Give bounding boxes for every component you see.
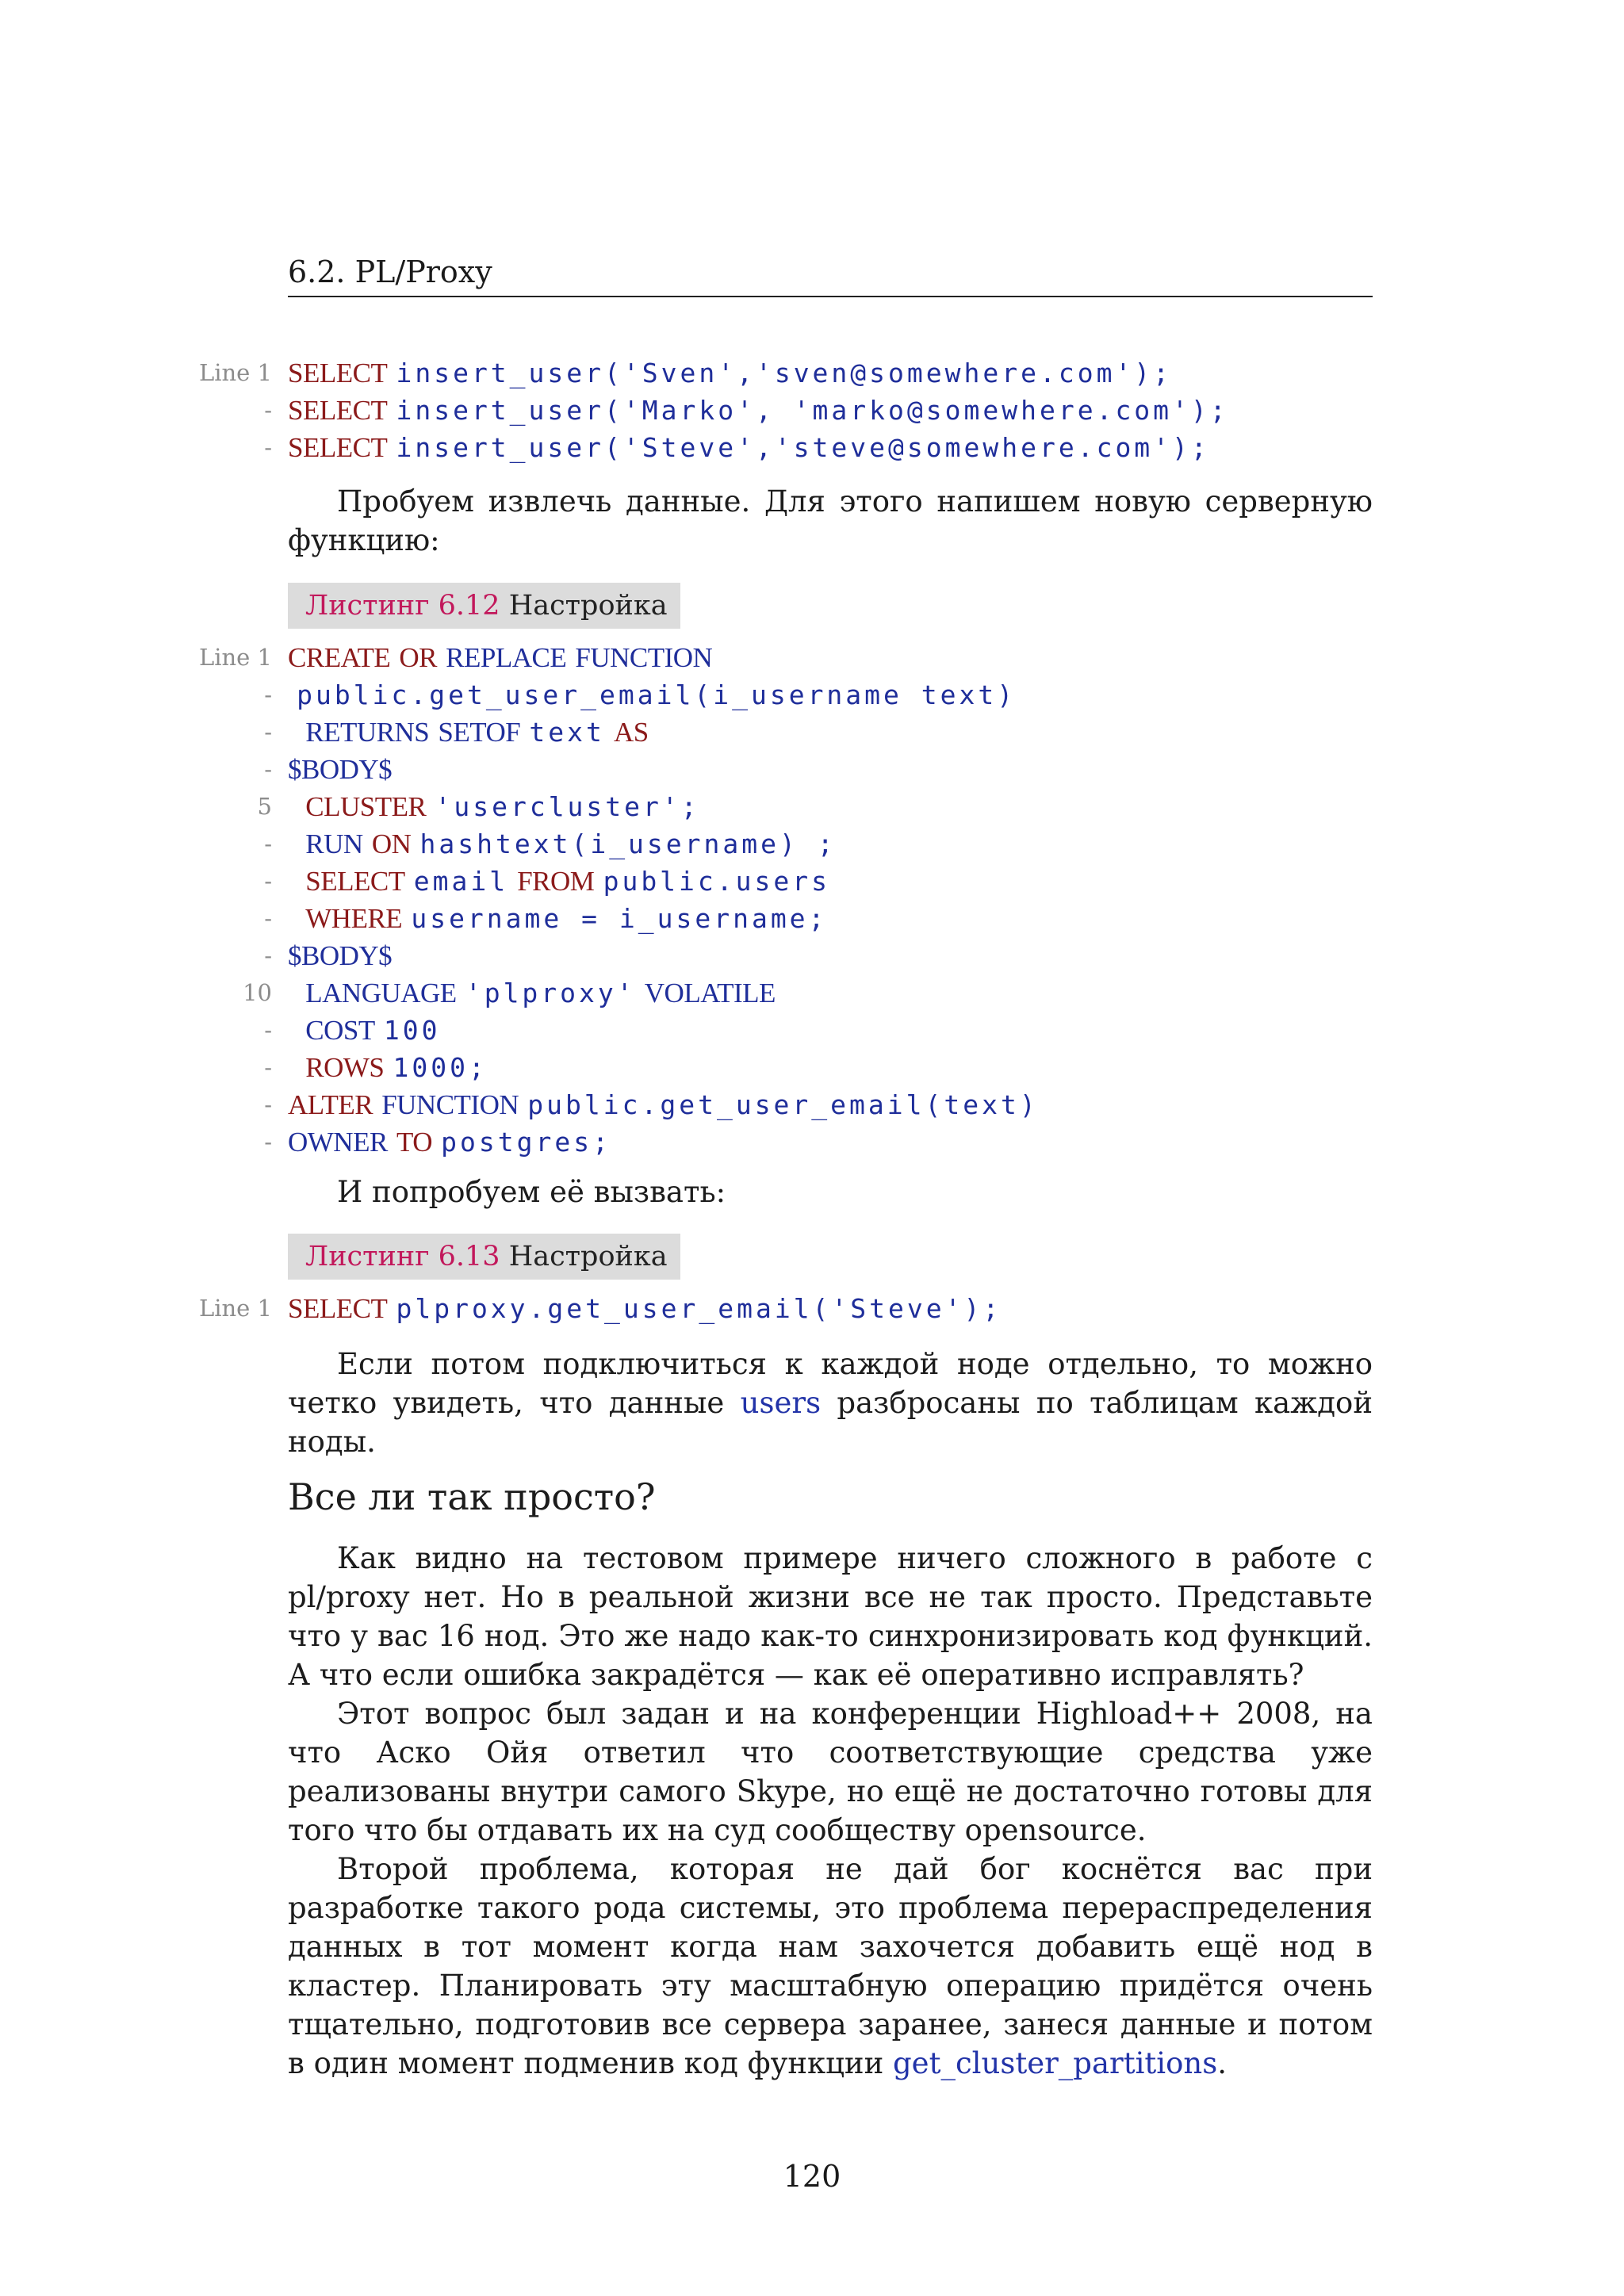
sql-keyword: ON (371, 828, 412, 859)
paragraph-text: И попробуем её вызвать: (337, 1175, 726, 1209)
code-identifier: postgres; (441, 1127, 611, 1158)
code-space (605, 717, 614, 748)
code-space (387, 1293, 396, 1325)
code-space (594, 866, 603, 897)
code-identifier: 'plproxy' (465, 978, 636, 1008)
code-identifier: hashtext(i_username) ; (419, 828, 837, 859)
code-space (402, 903, 411, 935)
code-identifier: 1000; (393, 1052, 488, 1083)
code-space (375, 1015, 384, 1047)
line-number: 5 (257, 793, 272, 820)
paragraph-text-part: разбросаны по таблицам каждой ноды. (288, 1386, 1373, 1459)
line-number: - (264, 681, 272, 708)
code-identifier: insert_user('Sven','sven@somewhere.com'); (396, 358, 1173, 388)
sql-keyword: SELECT (305, 866, 405, 897)
code-text (288, 825, 837, 863)
code-text (288, 900, 827, 938)
listing-caption (288, 1234, 680, 1280)
sql-keyword: OR (399, 642, 437, 673)
code-identifier: insert_user('Marko', 'marko@somewhere.com'); (396, 395, 1229, 426)
sql-keyword: SETOF (438, 717, 521, 748)
paragraph-text: Как видно на тестовом примере ничего сложного в работе с pl/proxy нет. Но в реальной жизни все не так просто. Представьте что у вас 16 нод. Это же надо как-то синхронизировать код функций. А что если ошибка закрадётся — как её оперативно исправлять? (288, 1541, 1373, 1692)
listing-caption-label: Листинг 6.12 (305, 590, 500, 622)
line-number: 10 (243, 979, 272, 1006)
code-space (288, 903, 305, 935)
sql-keyword: ALTER (288, 1089, 373, 1120)
code-text (288, 1290, 1002, 1328)
code-space (437, 642, 446, 674)
sql-keyword: RUN (305, 828, 363, 859)
code-text (288, 974, 776, 1012)
sql-keyword: FROM (517, 866, 595, 897)
sql-keyword: VOLATILE (644, 978, 776, 1008)
line-number: - (264, 1091, 272, 1118)
code-space (520, 717, 529, 748)
line-number: - (264, 434, 272, 461)
code-space (288, 717, 305, 748)
sql-keyword: OWNER (288, 1127, 388, 1158)
paragraph-text-part: Если потом подключиться к каждой ноде отдельно, то можно четко увидеть, что данные (288, 1347, 1373, 1420)
sql-keyword: CREATE (288, 642, 391, 673)
code-text (288, 676, 1016, 714)
code-identifier: text (529, 717, 605, 748)
code-text (288, 937, 392, 975)
code-space (508, 866, 517, 897)
code-text (288, 392, 1229, 430)
line-number: - (264, 396, 272, 423)
sql-keyword: LANGUAGE (305, 978, 457, 1008)
code-space (390, 642, 399, 674)
paragraph (288, 1345, 1373, 1461)
code-identifier: insert_user('Steve','steve@somewhere.com'); (396, 432, 1210, 463)
code-identifier: 100 (383, 1015, 441, 1046)
code-space (388, 1127, 396, 1158)
code-text (288, 639, 712, 677)
sql-keyword: CLUSTER (305, 791, 427, 822)
sql-keyword: FUNCTION (381, 1089, 519, 1120)
code-text (288, 751, 392, 789)
code-space (387, 432, 396, 464)
listing-caption-title: Настройка (508, 590, 668, 622)
line-number: - (264, 830, 272, 857)
code-identifier: plproxy.get_user_email('Steve'); (396, 1293, 1002, 1324)
code-space (566, 642, 575, 674)
code-space (519, 1089, 527, 1121)
sql-keyword: TO (396, 1127, 432, 1158)
line-number: Line 1 (198, 359, 272, 386)
sql-keyword: RETURNS (305, 717, 430, 748)
code-space (363, 828, 372, 860)
sql-keyword: SELECT (288, 358, 388, 388)
sql-keyword: COST (305, 1015, 375, 1046)
page-number: 120 (783, 2159, 841, 2194)
header-rule (288, 296, 1373, 297)
code-space (426, 791, 435, 823)
code-identifier: public.get_user_email(text) (527, 1089, 1039, 1120)
sql-keyword: FUNCTION (575, 642, 713, 673)
sql-keyword: SELECT (288, 1293, 388, 1324)
sql-keyword: $BODY$ (288, 940, 393, 971)
code-text (288, 354, 1172, 392)
code-identifier: email (413, 866, 509, 897)
code-space (457, 978, 465, 1009)
sql-keyword: REPLACE (446, 642, 567, 673)
paragraph (288, 1173, 1373, 1211)
code-space (288, 978, 305, 1009)
paragraph-text: Пробуем извлечь данные. Для этого напишем новую серверную функцию: (288, 484, 1373, 557)
section-body (288, 1539, 1373, 2083)
code-space (373, 1089, 381, 1121)
line-number: Line 1 (198, 644, 272, 671)
paragraph (288, 482, 1373, 560)
inline-code: get_cluster_partitions (893, 2046, 1218, 2080)
line-number: - (264, 756, 272, 783)
running-header: 6.2. PL/Proxy (288, 254, 492, 289)
line-number: Line 1 (198, 1295, 272, 1322)
code-space (288, 1052, 305, 1084)
paragraph-text-part: Второй проблема, которая не дай бог коснётся вас при разработке такого рода системы, это проблема перераспределения данных в тот момент когда нам захочется добавить ещё нод в кластер. Планировать эту масштабную операцию придётся очень тщательно, подготовив все сервера заранее, занеся данные и потом в один момент подменив код функции (288, 1852, 1373, 2080)
code-text (288, 429, 1210, 467)
code-space (288, 679, 297, 711)
code-text (288, 1049, 488, 1087)
code-text (288, 1086, 1039, 1124)
code-space (288, 828, 305, 860)
code-identifier: public.users (603, 866, 830, 897)
sql-keyword: SELECT (288, 395, 388, 426)
line-number: - (264, 1054, 272, 1081)
code-text (288, 1012, 440, 1050)
sql-keyword: WHERE (305, 903, 403, 934)
code-identifier: 'usercluster'; (435, 791, 700, 822)
paragraph-text: Этот вопрос был задан и на конференции Highload++ 2008, на что Аско Ойя ответил что соответствующие средства уже реализованы внутри самого Skype, но ещё не достаточно готовы для того что бы отдавать их на суд сообществу opensource. (288, 1697, 1373, 1847)
code-text (288, 788, 700, 826)
code-space (288, 1015, 305, 1047)
paragraph-text (288, 1345, 1373, 1461)
code-text (288, 714, 649, 752)
section-title: Все ли так просто? (288, 1475, 656, 1518)
code-text (288, 863, 830, 901)
sql-keyword: ROWS (305, 1052, 385, 1083)
listing-caption-label: Листинг 6.13 (305, 1241, 500, 1272)
inline-code: users (740, 1386, 822, 1420)
sql-keyword: AS (613, 717, 649, 748)
sql-keyword: $BODY$ (288, 754, 393, 785)
code-space (288, 866, 305, 897)
line-number: - (264, 718, 272, 745)
paragraph-text-part: . (1217, 2046, 1227, 2080)
code-identifier: public.get_user_email(i_username text) (297, 679, 1017, 710)
code-space (432, 1127, 441, 1158)
code-space (405, 866, 414, 897)
line-number: - (264, 867, 272, 894)
sql-keyword: SELECT (288, 432, 388, 463)
listing-caption-title: Настройка (508, 1241, 668, 1272)
code-space (411, 828, 419, 860)
line-number: - (264, 942, 272, 969)
code-space (288, 791, 305, 823)
code-identifier: username = i_username; (411, 903, 828, 934)
code-space (384, 1052, 393, 1084)
code-text (288, 1123, 611, 1161)
code-space (636, 978, 645, 1009)
line-number: - (264, 1016, 272, 1043)
code-space (429, 717, 438, 748)
code-space (387, 358, 396, 389)
listing-caption (288, 583, 680, 629)
line-number: - (264, 1128, 272, 1155)
paragraph-text (288, 1850, 1373, 2083)
code-space (387, 395, 396, 427)
line-number: - (264, 905, 272, 932)
